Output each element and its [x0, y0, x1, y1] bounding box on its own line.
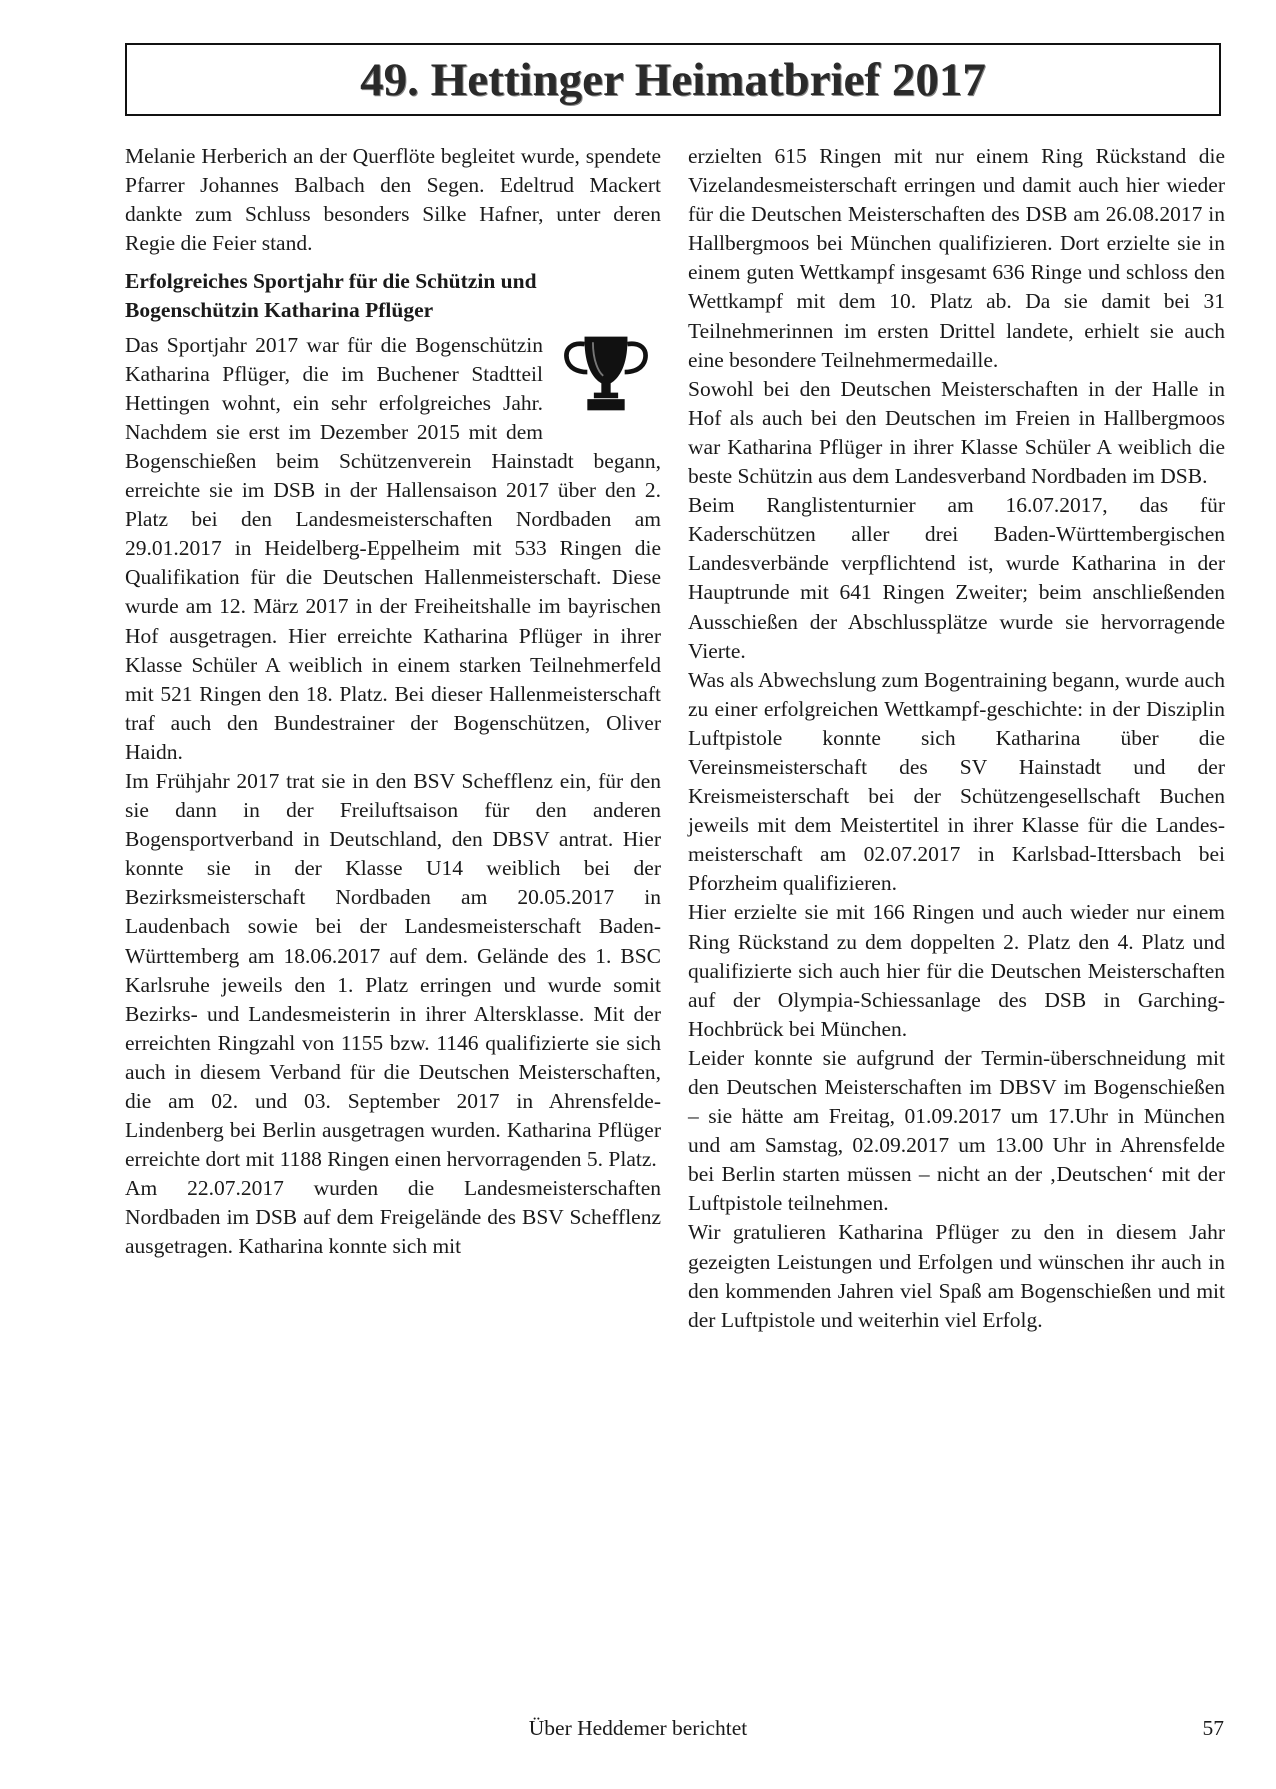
paragraph-beste-schuetzin: Sowohl bei den Deutschen Meisterschaften in der Halle in Hof als auch bei den Deutschen im Freien in Hallbergmoos war Katharina Pflüger in ihrer Klasse Schüler A weiblich die beste Schützin aus dem Landesverband Nordbaden im DSB.	[688, 376, 1225, 489]
paragraph-fruehjahr: Im Frühjahr 2017 trat sie in den BSV Schefflenz ein, für den sie dann in der Freiluftsaison für den anderen Bogensportverband in Deutschland, den DBSV antrat. Hier konnte sie in der Klasse U14 weiblich bei der Bezirksmeisterschaft Nordbaden am 20.05.2017 in Laudenbach sowie bei der Landesmeisterschaft Baden-Württemberg am 18.06.2017 auf dem. Gelände des 1. BSC Karlsruhe jeweils den 1. Platz erringen und wurde somit Bezirks- und Landesmeisterin in ihrer Altersklasse. Mit der erreichten Ringzahl von 1155 bzw. 1146 qualifizierte sie sich auch in diesem Verband für die Deutschen Meisterschaften, die am 02. und 03. September 2017 in Ahrensfelde-Lindenberg bei Berlin ausgetragen wurden. Katharina Pflüger erreichte dort mit 1188 Ringen einen hervorragenden 5. Platz.	[125, 768, 661, 1172]
paragraph-vizelandesmeisterschaft: erzielten 615 Ringen mit nur einem Ring Rückstand die Vizelandesmeisterschaft erringen und damit auch hier wieder für die Deutschen Meisterschaften des DSB am 26.08.2017 in Hallbergmoos bei München qualifizieren. Dort erzielte sie in einem guten Wettkampf insgesamt 636 Ringe und schloss den Wettkampf mit dem 10. Platz ab. Da sie damit bei 31 Teilnehmerinnen im ersten Drittel landete, erhielt sie auch eine besondere Teilnehmermedaille.	[688, 144, 1225, 372]
title-box	[125, 43, 1221, 116]
trophy-icon-graphic	[558, 331, 654, 415]
paragraph-luftpistole: Was als Abwechslung zum Bogentraining begann, wurde auch zu einer erfolgreichen Wettkampf-geschichte: in der Disziplin Luftpistole konnte sich Katharina über die Vereinsmeisterschaft des SV Hainstadt und der Kreismeisterschaft bei der Schützengesellschaft Buchen jeweils mit dem Meistertitel in ihrer Klasse für die Landes-meisterschaft am 02.07.2017 in Karlsbad-Ittersbach bei Pforzheim qualifizieren.	[688, 667, 1225, 896]
right-column	[688, 142, 1225, 1335]
footer-text: Über Heddemer berichtet	[528, 1716, 748, 1740]
paragraph-ranglistenturnier: Beim Ranglistenturnier am 16.07.2017, das für Kaderschützen aller drei Baden-Württembergischen Landesverbände verpflichtend ist, wurde Katharina in der Hauptrunde mit 641 Ringen Zweiter; beim anschließenden Ausschießen der Abschlussplätze wurde sie hervorragende Vierte.	[688, 493, 1225, 663]
paragraph-landesmeisterschaft: Am 22.07.2017 wurden die Landesmeisterschaften Nordbaden im DSB auf dem Freigelände des BSV Schefflenz ausgetragen. Katharina konnte sich mit	[125, 1176, 661, 1259]
trophy-icon	[551, 331, 661, 421]
page-number: 57	[1202, 1716, 1224, 1740]
paragraph-gratulation: Wir gratulieren Katharina Pflüger zu den in diesem Jahr gezeigten Leistungen und Erfolgen und wünschen ihr auch in den kommenden Jahren viel Spaß am Bogenschießen und mit der Luftpistole und weiterhin viel Erfolg.	[688, 1220, 1225, 1332]
paragraph-garching: Hier erzielte sie mit 166 Ringen und auch wieder nur einem Ring Rückstand zu dem doppelten 2. Platz den 4. Platz und qualifizierte sich auch hier für die Deutschen Meisterschaften auf der Olympia-Schiessanlage des DSB in Garching-Hochbrück bei München.	[688, 900, 1225, 1041]
page-title: 49. Hettinger Heimatbrief 2017	[360, 54, 986, 106]
paragraph-terminueberschneidung: Leider konnte sie aufgrund der Termin-überschneidung mit den Deutschen Meisterschaften im DBSV im Bogenschießen – sie hätte am Freitag, 01.09.2017 um 17.Uhr in München und am Samstag, 02.09.2017 um 13.00 Uhr in Ahrensfelde bei Berlin starten müssen – nicht an der ‚Deutschen‘ mit der Luftpistole teilnehmen.	[688, 1045, 1225, 1216]
intro-paragraph: Melanie Herberich an der Querflöte begleitet wurde, spendete Pfarrer Johannes Balbach den Segen. Edeltrud Mackert dankte zum Schluss besonders Silke Hafner, unter deren Regie die Feier stand.	[125, 144, 661, 256]
paragraph-sportjahr: Das Sportjahr 2017 war für die Bogenschützin Katharina Pflüger, die im Buchener Stadtteil Hettingen wohnt, ein sehr erfolgreiches Jahr. Nachdem sie erst im Dezember 2015 mit dem Bogenschießen beim Schützenverein Hainstadt begann, erreichte sie im DSB in der Hallensaison 2017 über den 2. Platz bei den Landesmeisterschaften Nordbaden am 29.01.2017 in Heidelberg-Eppelheim mit 533 Ringen die Qualifikation für die Deutschen Hallenmeisterschaft. Diese wurde am 12. März 2017 in der Freiheitshalle im bayrischen Hof ausgetragen. Hier erreichte Katharina Pflüger in ihrer Klasse Schüler A weiblich in einem starken Teilnehmerfeld mit 521 Ringen den 18. Platz. Bei dieser Hallenmeisterschaft traf auch den Bundestrainer der Bogenschützen, Oliver Haidn.	[125, 332, 661, 764]
left-column	[125, 142, 661, 1262]
article-heading: Erfolgreiches Sportjahr für die Schützin und Bogenschützin Katharina Pflüger	[125, 269, 537, 323]
